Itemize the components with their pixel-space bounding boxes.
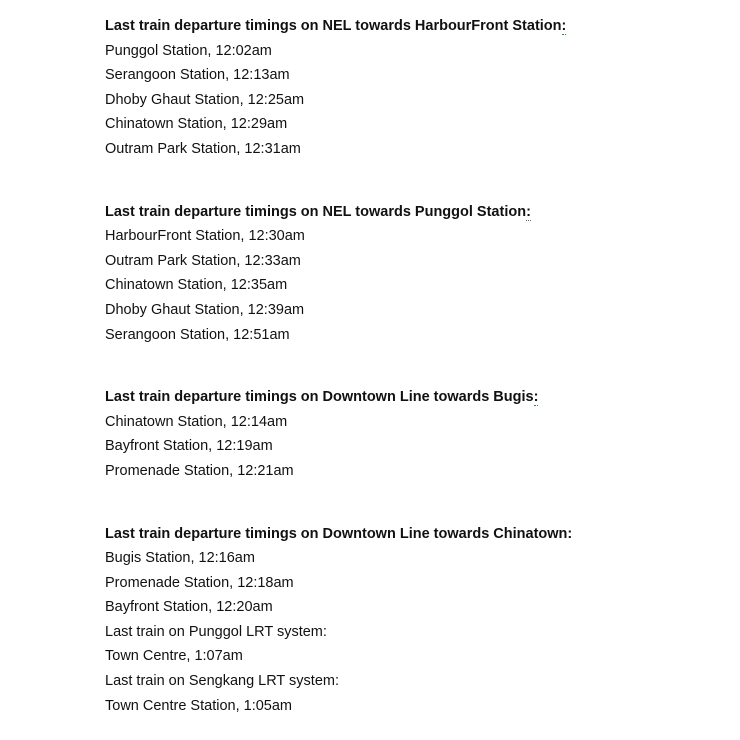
heading-colon: : — [567, 525, 573, 542]
section-heading — [105, 385, 725, 410]
heading-colon: : — [526, 203, 531, 220]
document-body — [105, 14, 725, 718]
section-heading — [105, 14, 725, 39]
timing-line: Chinatown Station, 12:35am — [105, 277, 288, 294]
timing-line: Outram Park Station, 12:33am — [105, 252, 301, 269]
heading-text: Last train departure timings on NEL towards HarbourFront Station — [105, 18, 562, 34]
lrt-heading-line: Last train on Punggol LRT system: — [105, 623, 327, 640]
section-nel-punggol — [105, 200, 725, 348]
timing-line: Chinatown Station, 12:29am — [105, 116, 288, 133]
heading-text: Last train departure timings on Downtown Line towards Chinatown — [105, 525, 568, 542]
timing-line: Dhoby Ghaut Station, 12:25am — [105, 91, 305, 108]
timing-line: Bayfront Station, 12:19am — [105, 438, 273, 455]
section-downtown-chinatown — [105, 522, 725, 719]
timing-line: Outram Park Station, 12:31am — [105, 140, 301, 157]
heading-text: Last train departure timings on NEL towards Punggol Station — [105, 203, 527, 220]
heading-text: Last train departure timings on Downtown Line towards Bugis — [105, 389, 534, 406]
heading-colon: : — [533, 389, 539, 406]
timing-line: Town Centre Station, 1:05am — [105, 697, 292, 714]
timing-line: Bugis Station, 12:16am — [105, 550, 255, 567]
heading-colon: : — [561, 18, 567, 34]
timing-line: Dhoby Ghaut Station, 12:39am — [105, 301, 305, 318]
section-downtown-bugis — [105, 385, 725, 483]
lrt-heading-line: Last train on Sengkang LRT system: — [105, 673, 340, 690]
timing-line: Town Centre, 1:07am — [105, 648, 243, 665]
timing-line: Bayfront Station, 12:20am — [105, 599, 273, 616]
section-heading — [105, 200, 725, 225]
timing-line: Promenade Station, 12:21am — [105, 462, 294, 479]
timing-line: Serangoon Station, 12:51am — [105, 326, 290, 343]
timing-line: Serangoon Station, 12:13am — [105, 67, 290, 84]
timing-line: Punggol Station, 12:02am — [105, 42, 272, 59]
timing-line: Promenade Station, 12:18am — [105, 574, 294, 591]
timing-line: Chinatown Station, 12:14am — [105, 413, 288, 430]
section-heading — [105, 522, 725, 547]
timing-line: HarbourFront Station, 12:30am — [105, 228, 305, 245]
section-nel-harbourfront — [105, 14, 725, 162]
